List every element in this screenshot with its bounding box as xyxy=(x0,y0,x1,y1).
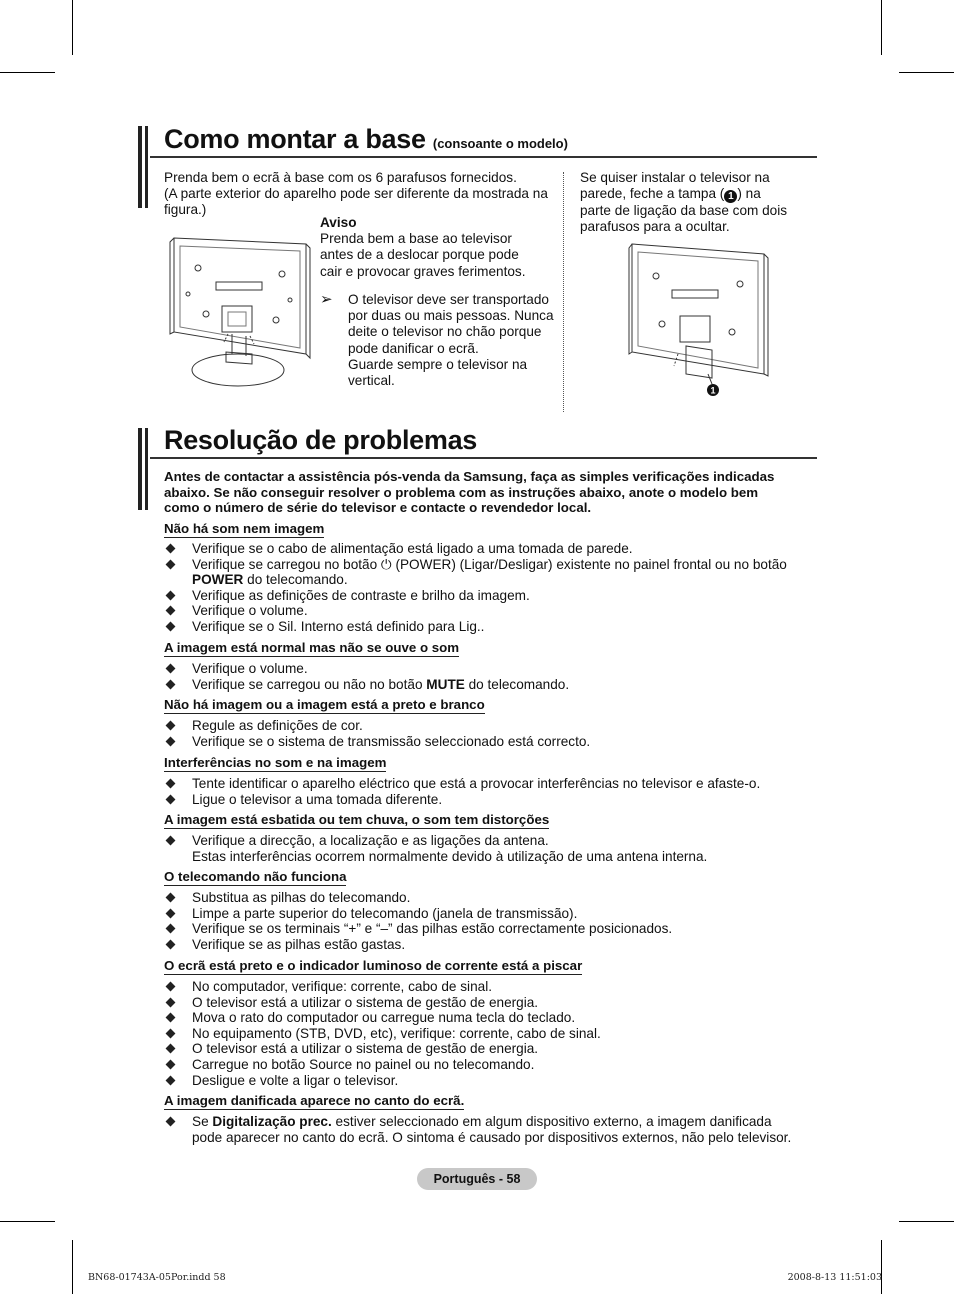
aviso-title: Aviso xyxy=(320,215,357,230)
list-item: O televisor está a utilizar o sistema de gestão de energia. xyxy=(164,995,601,1011)
problem-heading: O telecomando não funciona xyxy=(164,869,347,884)
list-item: Verifique se carregou no botão ⏻ (POWER) (Ligar/Desligar) existente no painel frontal ou no botão POWER do telecomando. xyxy=(164,557,787,588)
aviso-block: Aviso Prenda bem a base ao televisor antes de a deslocar porque pode cair e provocar graves ferimentos. xyxy=(320,215,560,280)
list-item: Verifique se as pilhas estão gastas. xyxy=(164,937,672,953)
crop-mark xyxy=(899,72,954,73)
print-slug-right: 2008-8-13 11:51:03 xyxy=(787,1272,882,1283)
list-item: Carregue no botão Source no painel ou no telecomando. xyxy=(164,1057,601,1073)
intro-text: Prenda bem o ecrã à base com os 6 parafusos fornecidos. (A parte exterior do aparelho pode ser diferente da mostrada na figura.) xyxy=(164,170,548,218)
problem-list xyxy=(164,541,787,635)
diamond-bullet-icon xyxy=(166,664,176,674)
tv-cover-illustration xyxy=(628,242,770,398)
problem-list xyxy=(164,833,707,864)
diamond-bullet-icon xyxy=(166,1060,176,1070)
diamond-bullet-icon xyxy=(166,836,176,846)
diamond-bullet-icon xyxy=(166,721,176,731)
list-item: No computador, verifique: corrente, cabo de sinal. xyxy=(164,979,601,995)
column-divider xyxy=(563,172,564,412)
troubleshooting-intro: Antes de contactar a assistência pós-venda da Samsung, faça as simples verificações indicadas abaixo. Se não conseguir resolver o problema com as instruções abaixo, anote o modelo bem como o número de série do televisor e contacte o revendedor local. xyxy=(164,469,775,516)
problem-list xyxy=(164,661,569,692)
title-rule xyxy=(150,457,817,459)
diamond-bullet-icon xyxy=(166,1028,176,1038)
tv-stand-illustration xyxy=(166,234,312,398)
wall-mount-text: Se quiser instalar o televisor na parede, feche a tampa ( 1 ) na parte de ligação da base com dois parafusos para a ocultar. xyxy=(580,170,788,235)
diamond-bullet-icon xyxy=(166,794,176,804)
page-number-badge: Português - 58 xyxy=(417,1168,537,1190)
diamond-bullet-icon xyxy=(166,908,176,918)
list-item: Se Digitalização prec. estiver seleccionado em algum dispositivo externo, a imagem danificada pode aparecer no canto do ecrã. O sintoma é causado por dispositivos externos, não pelo televisor. xyxy=(164,1114,791,1145)
crop-mark xyxy=(72,1240,73,1294)
diamond-bullet-icon xyxy=(166,606,176,616)
problem-heading: A imagem está normal mas não se ouve o som xyxy=(164,640,460,655)
problem-list xyxy=(164,979,601,1088)
diamond-bullet-icon xyxy=(166,1117,176,1127)
list-item: Desligue e volte a ligar o televisor. xyxy=(164,1073,601,1089)
list-item: Verifique se o cabo de alimentação está ligado a uma tomada de parede. xyxy=(164,541,787,557)
problem-list xyxy=(164,1114,791,1145)
list-item: Verifique as definições de contraste e brilho da imagem. xyxy=(164,588,787,604)
crop-mark xyxy=(72,0,73,55)
list-item: O televisor está a utilizar o sistema de gestão de energia. xyxy=(164,1041,601,1057)
diamond-bullet-icon xyxy=(166,893,176,903)
print-slug-left: BN68-01743A-05Por.indd 58 xyxy=(88,1272,226,1283)
diamond-bullet-icon xyxy=(166,779,176,789)
list-item: Tente identificar o aparelho eléctrico que está a provocar interferências no televisor e afaste-o. xyxy=(164,776,760,792)
callout-1-label: 1 xyxy=(710,385,716,396)
crop-mark xyxy=(0,1221,55,1222)
note-block: O televisor deve ser transportado por duas ou mais pessoas. Nunca deite o televisor no chão porque pode danificar o ecrã. Guarde sempre o televisor na vertical. xyxy=(348,292,554,389)
problem-list xyxy=(164,890,672,952)
diamond-bullet-icon xyxy=(166,622,176,632)
list-item: Ligue o televisor a uma tomada diferente. xyxy=(164,792,760,808)
problem-heading: A imagem danificada aparece no canto do ecrã. xyxy=(164,1093,465,1108)
diamond-bullet-icon xyxy=(166,590,176,600)
list-item: Substitua as pilhas do telecomando. xyxy=(164,890,672,906)
list-item: Verifique se carregou ou não no botão MUTE do telecomando. xyxy=(164,677,569,693)
crop-mark xyxy=(881,0,882,55)
page-title: Como montar a base (consoante o modelo) xyxy=(164,124,568,154)
list-item: Regule as definições de cor. xyxy=(164,718,590,734)
diamond-bullet-icon xyxy=(166,544,176,554)
problem-list xyxy=(164,718,590,749)
list-item: Verifique se os terminais “+” e “–” das pilhas estão correctamente posicionados. xyxy=(164,921,672,937)
list-item: Verifique se o Sil. Interno está definido para Lig.. xyxy=(164,619,787,635)
list-item: No equipamento (STB, DVD, etc), verifique: corrente, cabo de sinal. xyxy=(164,1026,601,1042)
problem-heading: A imagem está esbatida ou tem chuva, o som tem distorções xyxy=(164,812,550,827)
problem-heading: Não há som nem imagem xyxy=(164,521,325,536)
list-item: Verifique se o sistema de transmissão seleccionado está correcto. xyxy=(164,734,590,750)
list-item: Verifique o volume. xyxy=(164,603,787,619)
problem-heading: Não há imagem ou a imagem está a preto e branco xyxy=(164,697,485,712)
diamond-bullet-icon xyxy=(166,982,176,992)
list-item: Verifique a direcção, a localização e as ligações da antena. Estas interferências ocorrem normalmente devido à utilização de uma antena interna. xyxy=(164,833,707,864)
crop-mark xyxy=(0,72,55,73)
title-rule xyxy=(150,156,817,158)
diamond-bullet-icon xyxy=(166,1044,176,1054)
callout-1-icon: 1 xyxy=(724,190,737,203)
title-subtitle: (consoante o modelo) xyxy=(432,136,568,151)
diamond-bullet-icon xyxy=(166,924,176,934)
diamond-bullet-icon xyxy=(166,1075,176,1085)
diamond-bullet-icon xyxy=(166,736,176,746)
crop-mark xyxy=(881,1240,882,1294)
list-item: Mova o rato do computador ou carregue numa tecla do teclado. xyxy=(164,1010,601,1026)
diamond-bullet-icon xyxy=(166,1013,176,1023)
section-title-troubleshooting: Resolução de problemas xyxy=(164,425,477,455)
crop-mark xyxy=(899,1221,954,1222)
problem-heading: Interferências no som e na imagem xyxy=(164,755,387,770)
problem-list xyxy=(164,776,760,807)
list-item: Limpe a parte superior do telecomando (janela de transmissão). xyxy=(164,906,672,922)
diamond-bullet-icon xyxy=(166,997,176,1007)
diamond-bullet-icon xyxy=(166,939,176,949)
diamond-bullet-icon xyxy=(166,679,176,689)
list-item: Verifique o volume. xyxy=(164,661,569,677)
problem-heading: O ecrã está preto e o indicador luminoso de corrente está a piscar xyxy=(164,958,583,973)
note-arrow-icon: ➢ xyxy=(320,291,333,308)
diamond-bullet-icon xyxy=(166,559,176,569)
